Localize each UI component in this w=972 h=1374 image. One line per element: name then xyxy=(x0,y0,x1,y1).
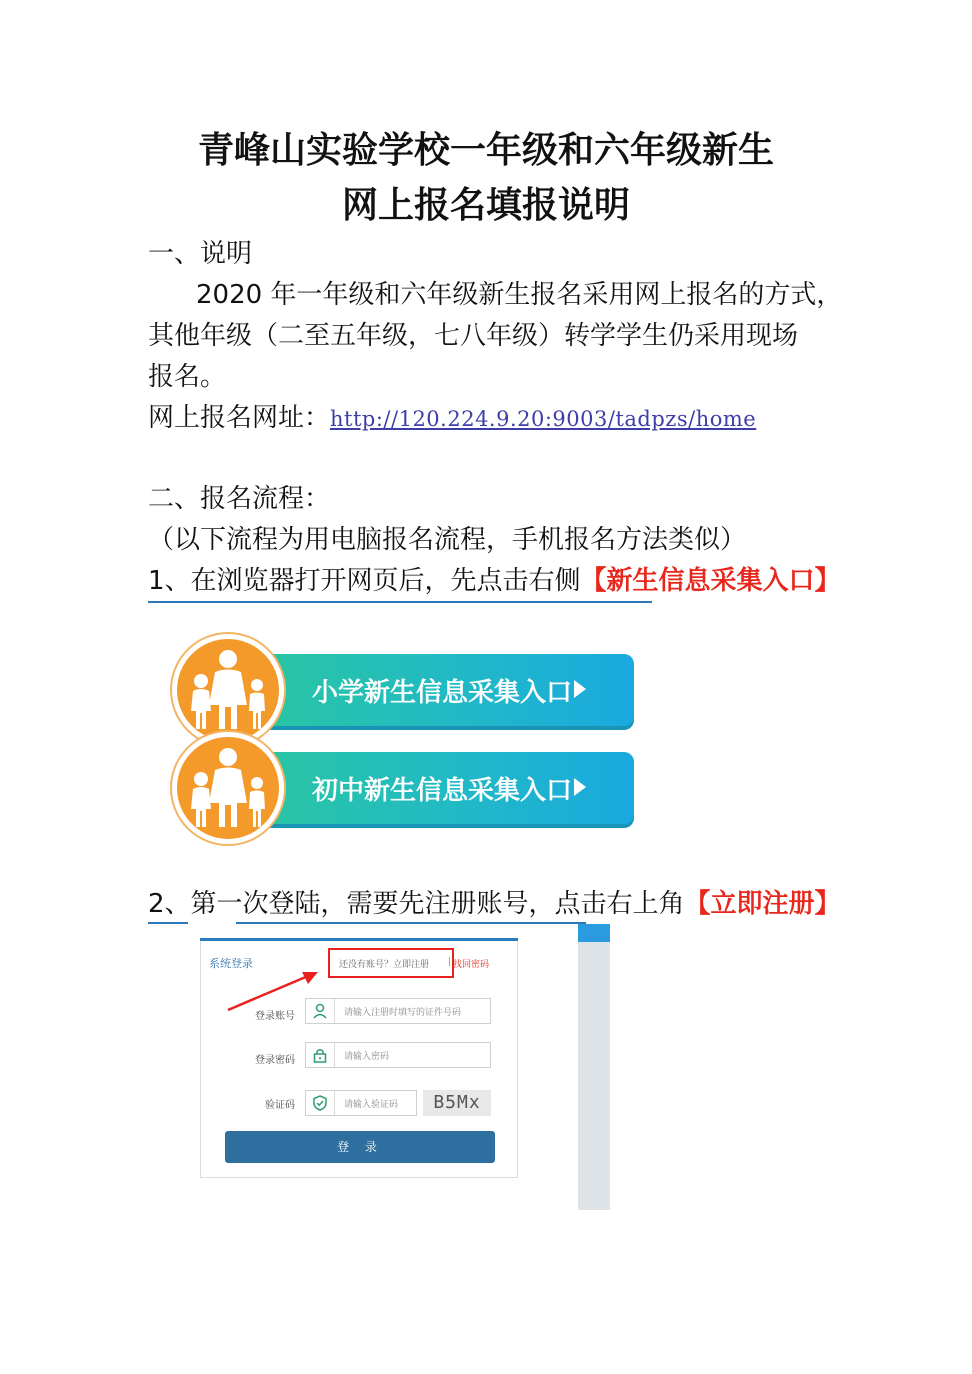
account-input[interactable] xyxy=(305,998,491,1024)
primary-entry-label: 小学新生信息采集入口 xyxy=(312,678,573,708)
family-icon xyxy=(172,634,284,746)
doc-title-line1: 青峰山实验学校一年级和六年级新生 xyxy=(197,129,774,171)
account-placeholder: 请输入注册时填写的证件号码 xyxy=(344,1008,462,1018)
step2-highlight: 【立即注册】 xyxy=(684,889,841,919)
registration-url-link[interactable]: http://120.224.9.20:9003/tadpzs/home xyxy=(330,407,757,431)
register-link[interactable]: 还没有账号？立即注册 xyxy=(339,960,430,970)
step1-highlight: 【新生信息采集入口】 xyxy=(580,566,841,596)
step1-text: 1、在浏览器打开网页后，先点击右侧 xyxy=(148,566,581,596)
captcha-label: 验证码 xyxy=(265,1100,295,1111)
doc-title-line2: 网上报名填报说明 xyxy=(341,184,630,226)
section1-heading: 一、说明 xyxy=(148,239,253,269)
play-arrow-icon xyxy=(574,680,586,698)
link-separator: | xyxy=(448,957,452,967)
step2-underline-b xyxy=(236,922,586,924)
captcha-placeholder: 请输入验证码 xyxy=(344,1100,399,1110)
password-placeholder: 请输入密码 xyxy=(344,1052,390,1062)
account-label: 登录账号 xyxy=(255,1011,295,1022)
login-title: 系统登录 xyxy=(209,957,253,970)
captcha-image[interactable]: B5Mx xyxy=(423,1090,491,1116)
middle-entry-label: 初中新生信息采集入口 xyxy=(312,776,573,806)
section1-para-line3: 报名。 xyxy=(148,362,227,392)
url-label: 网上报名网址： xyxy=(148,403,331,433)
scrollbar-cap xyxy=(578,924,610,942)
section2-note: （以下流程为用电脑报名流程，手机报名方法类似） xyxy=(148,525,747,555)
step2-text: 2、第一次登陆，需要先注册账号，点击右上角 xyxy=(148,889,685,919)
red-arrow-annotation xyxy=(222,966,322,1016)
middle-entry-banner[interactable] xyxy=(172,732,634,844)
section2-heading: 二、报名流程： xyxy=(148,484,331,514)
family-icon xyxy=(172,732,284,844)
step1-line xyxy=(148,563,841,599)
step1-underline xyxy=(148,601,652,603)
login-top-border xyxy=(200,938,518,941)
section1-para-line2: 其他年级（二至五年级，七八年级）转学学生仍采用现场 xyxy=(148,321,799,351)
primary-entry-banner[interactable] xyxy=(172,634,634,746)
page-scrollbar-strip xyxy=(578,924,610,1210)
step2-line xyxy=(148,886,841,922)
highlight-box xyxy=(328,948,454,978)
play-arrow-icon xyxy=(574,778,586,796)
section1-para-line1: 2020 年一年级和六年级新生报名采用网上报名的方式， xyxy=(196,280,843,310)
lock-icon xyxy=(306,1043,335,1067)
captcha-input[interactable] xyxy=(305,1090,417,1116)
forgot-password-link[interactable]: 找回密码 xyxy=(453,960,490,970)
url-line xyxy=(148,400,756,437)
shield-check-icon xyxy=(306,1091,335,1115)
password-label: 登录密码 xyxy=(255,1055,295,1066)
password-input[interactable] xyxy=(305,1042,491,1068)
step2-underline-a xyxy=(148,922,188,924)
login-button[interactable]: 登 录 xyxy=(225,1131,495,1163)
